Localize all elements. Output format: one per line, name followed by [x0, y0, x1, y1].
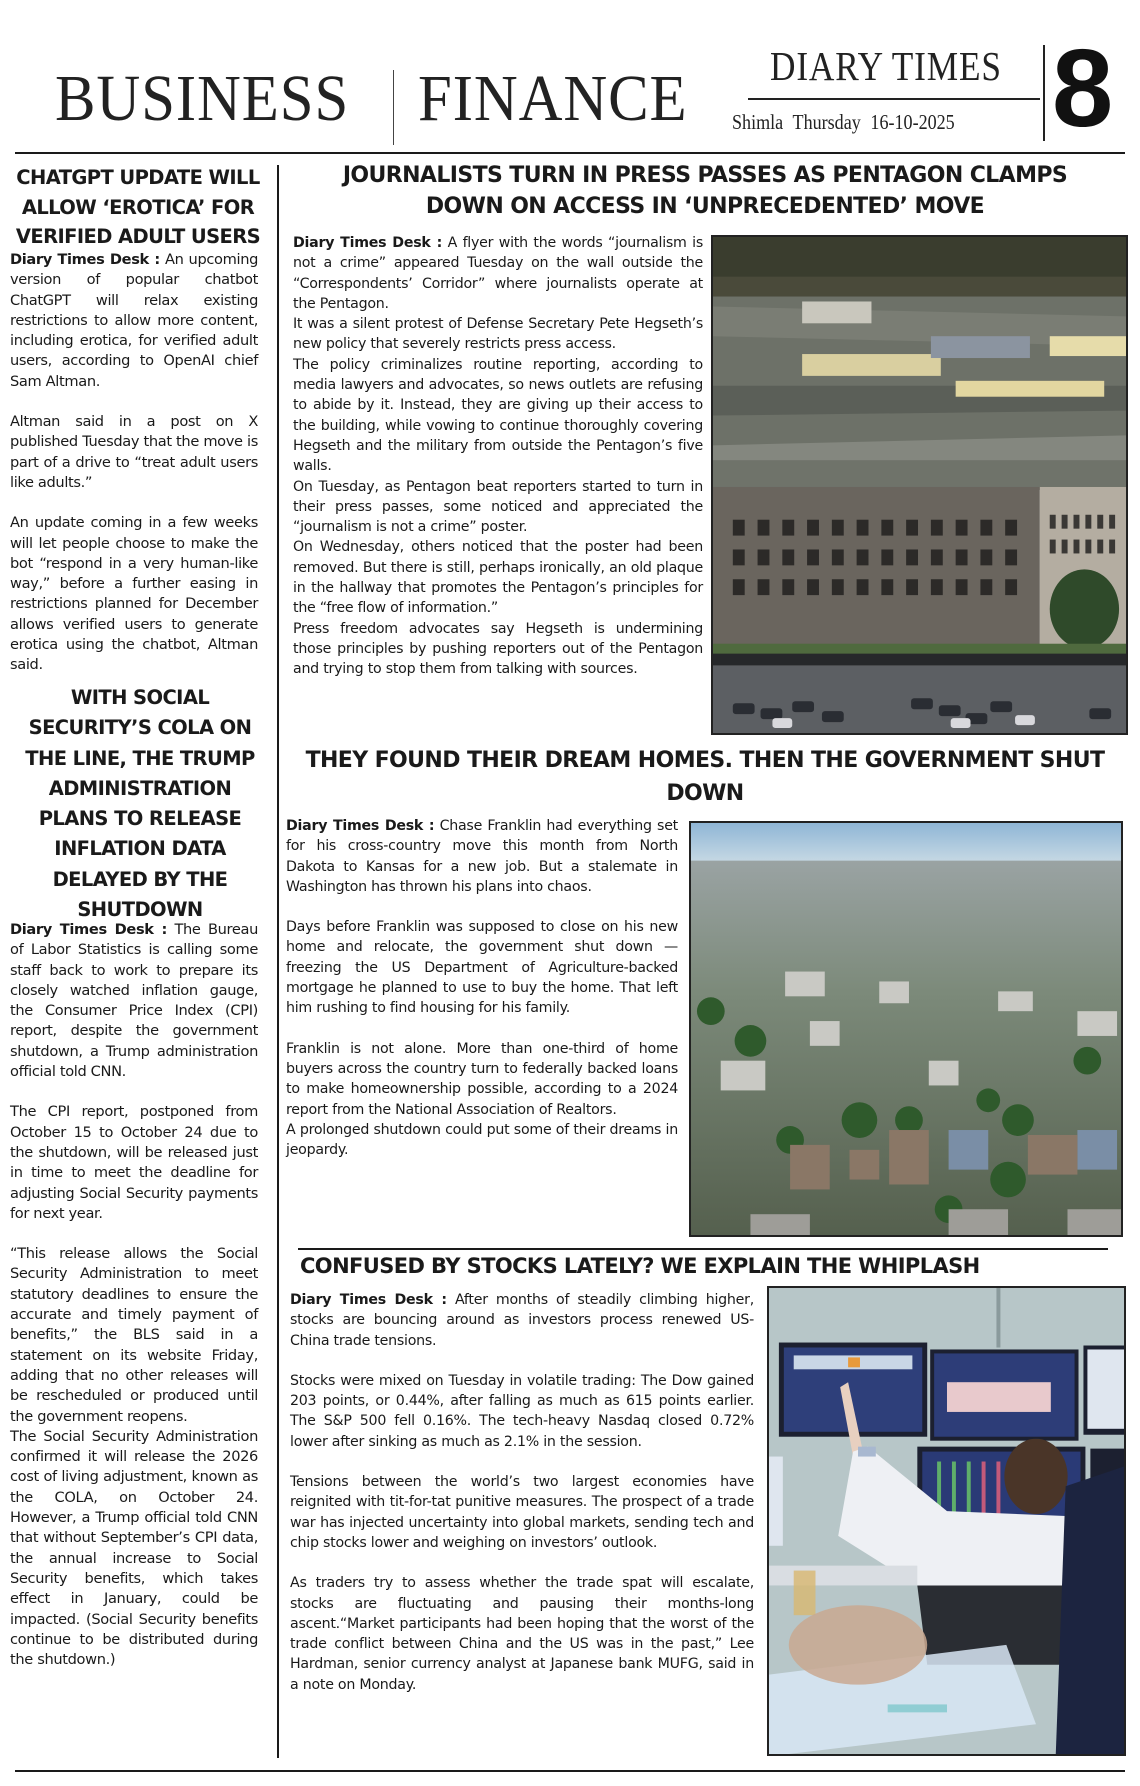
dateline — [732, 110, 955, 134]
trading-floor-image — [769, 1288, 1124, 1754]
paragraph: It was a silent protest of Defense Secretary Pete Hegseth’s new policy that severely restricts press access. — [293, 316, 703, 353]
article-body-social-security — [10, 920, 258, 1670]
byline-desk: Diary Times Desk : — [286, 818, 435, 834]
byline-desk: Diary Times Desk : — [293, 235, 442, 251]
paragraph: Days before Franklin was supposed to close on his new home and relocate, the government shut down — freezing the US Department of Agriculture-backed mortgage he planned to use to buy the home. That left him rushing to find housing for his family. — [286, 919, 678, 1017]
paragraph: Altman said in a post on X published Tuesday that the move is part of a drive to “treat adult users like adults.” — [10, 413, 258, 491]
article-body-dream-homes — [286, 816, 678, 1160]
paragraph: A flyer with the words “journalism is not a crime” appeared Tuesday on the wall outside the “Correspondents’ Corridor” where journalists operate at the Pentagon. — [293, 235, 704, 312]
column-divider — [277, 165, 279, 1758]
section-title-business: BUSINESS — [55, 62, 350, 135]
headline-chatgpt-update: CHATGPT UPDATE WILL ALLOW ‘EROTICA’ FOR VERIFIED ADULT USERS — [15, 166, 261, 248]
dateline-day: Thursday — [792, 110, 861, 134]
headline-social-security-cola: WITH SOCIAL SECURITY’S COLA ON THE LINE, THE TRUMP ADMINISTRATION PLANS TO RELEASE INFLATION DATA DELAYED BY THE SHUTDOWN — [25, 686, 255, 922]
aerial-neighborhood-photo — [689, 821, 1123, 1237]
article-body-chatgpt — [10, 250, 258, 676]
byline-desk: Diary Times Desk : — [10, 251, 160, 268]
paragraph: On Wednesday, others noticed that the poster had been removed. But there is still, perhaps ironically, an old plaque in the hallway that promotes the Pentagon’s principles for the “free flow of information.” — [293, 539, 703, 617]
pentagon-building-photo — [711, 235, 1128, 735]
article-body-pentagon — [293, 233, 703, 680]
trading-floor-photo — [767, 1286, 1126, 1756]
headline-dream-homes-shutdown: THEY FOUND THEIR DREAM HOMES. THEN THE GOVERNMENT SHUT DOWN — [305, 748, 1105, 806]
page-bottom-rule — [15, 1770, 1125, 1772]
paragraph: The policy criminalizes routine reporting, according to media lawyers and advocates, so news outlets are refusing to abide by it. Instead, they are giving up their access to the building, while vowing to continue thoroughly covering Hegseth and the military from outside the Pentagon’s five walls. — [293, 356, 703, 475]
aerial-neighborhood-image — [691, 823, 1121, 1235]
paragraph: “This release allows the Social Security Administration to meet statutory deadlines to ensure the accurate and timely payment of benefits,” the BLS said in a statement on its website Friday, adding that no other releases will be rescheduled or produced until the government reopens. — [10, 1245, 258, 1425]
dateline-location: Shimla — [732, 110, 784, 134]
pentagon-image — [713, 237, 1126, 733]
newspaper-name: DIARY TIMES — [770, 43, 1002, 89]
paragraph: An update coming in a few weeks will let people choose to make the bot “respond in a very human-like way,” before a further easing in restrictions planned for December allows verified users to generate erotica using the chatbot, Altman said. — [10, 514, 258, 674]
article-body-stocks — [290, 1290, 754, 1695]
byline-desk: Diary Times Desk : — [290, 1292, 447, 1308]
paragraph: The Social Security Administration confirmed it will release the 2026 cost of living adjustment, known as the COLA, on October 24. However, a Trump official told CNN that without September’s CPI data, the annual increase to Social Security benefits, which takes effect in January, could be impacted. (Social Security benefits continue to be distributed during the shutdown.) — [10, 1427, 258, 1669]
paragraph: The Bureau of Labor Statistics is calling some staff back to work to prepare its closely watched inflation gauge, the Consumer Price Index (CPI) report, despite the government shutdown, a Trump administration official told CNN. — [10, 921, 258, 1081]
byline-desk: Diary Times Desk : — [10, 921, 168, 938]
paragraph: After months of steadily climbing higher, stocks are bouncing around as investors process renewed US-China trade tensions. — [290, 1292, 754, 1349]
title-divider — [393, 70, 394, 145]
section-title-finance: FINANCE — [418, 62, 688, 135]
paragraph: As traders try to assess whether the trade spat will escalate, stocks are fluctuating and pausing their months-long ascent.“Market participants had been hoping that the worst of the trade conflict between China and the US was in the past,” Lee Hardman, senior currency analyst at Japanese bank MUFG, said in a note on Monday. — [290, 1575, 754, 1693]
dateline-date: 16-10-2025 — [870, 110, 955, 134]
paragraph: Chase Franklin had everything set for his cross-country move this month from North Dakota to Kansas for a new job. But a stalemate in Washington has thrown his plans into chaos. — [286, 818, 678, 895]
masthead-rule — [748, 98, 1040, 100]
headline-pentagon-press-passes: JOURNALISTS TURN IN PRESS PASSES AS PENTAGON CLAMPS DOWN ON ACCESS IN ‘UNPRECEDENTED’ MOVE — [342, 163, 1068, 219]
paragraph: Tensions between the world’s two largest economies have reignited with tit-for-tat punitive measures. The prospect of a trade war has injected uncertainty into global markets, sending tech and chip stocks lower and weighing on investors’ outlook. — [290, 1474, 754, 1551]
paragraph: The CPI report, postponed from October 15 to October 24 due to the shutdown, will be released just in time to meet the deadline for adjusting Social Security payments for next year. — [10, 1103, 258, 1222]
paragraph: Franklin is not alone. More than one-third of home buyers across the country turn to federally backed loans to make homeownership possible, according to a 2024 report from the National Association of Realtors. — [286, 1040, 678, 1118]
stocks-section-rule — [298, 1248, 1108, 1250]
paragraph: On Tuesday, as Pentagon beat reporters started to turn in their press passes, some noticed and appreciated the “journalism is not a crime” poster. — [293, 478, 703, 536]
masthead — [0, 0, 1140, 150]
paragraph: Stocks were mixed on Tuesday in volatile trading: The Dow gained 203 points, or 0.44%, after falling as much as 615 points earlier. The S&P 500 fell 0.16%. The tech-heavy Nasdaq closed 0.72% lower after sinking as much as 2.1% in the session. — [290, 1372, 754, 1450]
page-number-divider — [1043, 45, 1045, 141]
paragraph: Press freedom advocates say Hegseth is undermining those principles by pushing reporters out of the Pentagon and trying to stop them from talking with sources. — [293, 620, 703, 678]
masthead-bottom-rule — [15, 152, 1125, 154]
paragraph: An upcoming version of popular chatbot ChatGPT will relax existing restrictions to allow more content, including erotica, for verified adult users, according to OpenAI chief Sam Altman. — [10, 251, 259, 390]
headline-stocks-whiplash: CONFUSED BY STOCKS LATELY? WE EXPLAIN THE WHIPLASH — [300, 1254, 980, 1278]
page-number: 8 — [1052, 27, 1114, 150]
paragraph: A prolonged shutdown could put some of their dreams in jeopardy. — [286, 1121, 678, 1159]
